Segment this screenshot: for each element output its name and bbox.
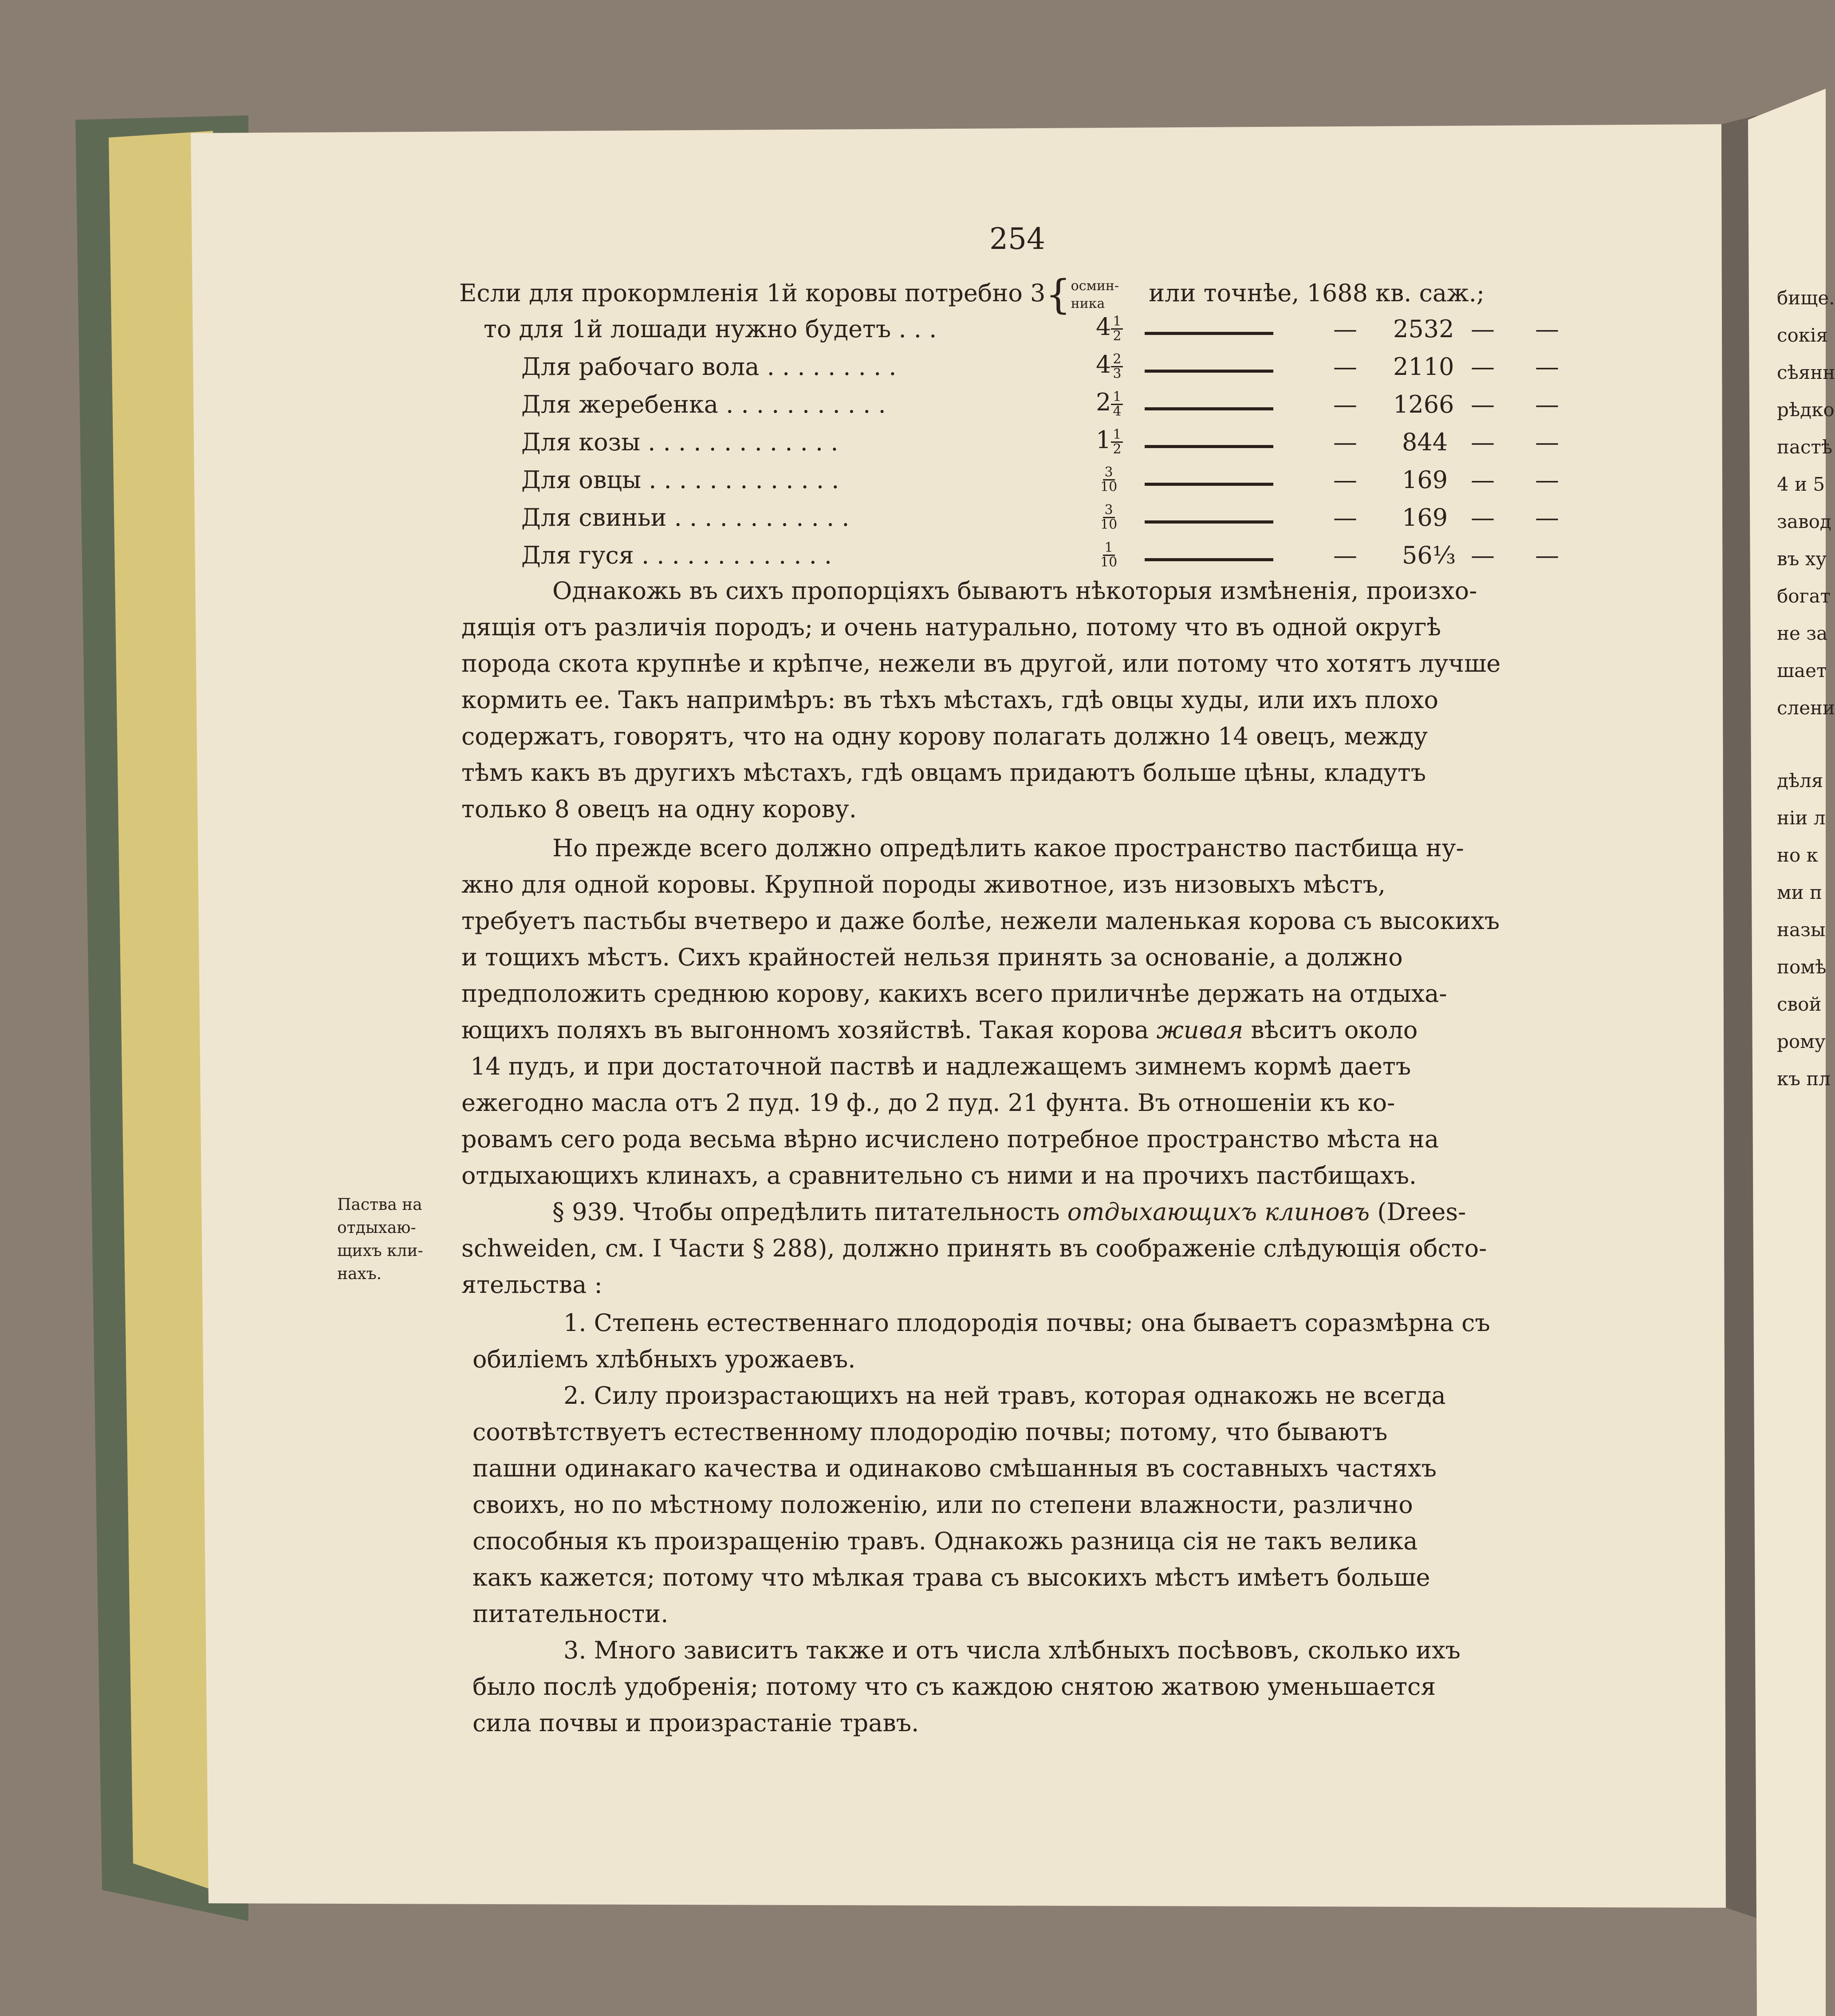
fragment-line: рѣдко bbox=[1777, 399, 1835, 421]
fraction-numerator: 3 bbox=[1103, 504, 1115, 518]
fraction-numerator: 1 bbox=[1103, 541, 1115, 556]
body-line: какъ кажется; потому что мѣлкая трава съ высокихъ мѣстъ имѣетъ больше bbox=[473, 1563, 1430, 1591]
fragment-line: завод bbox=[1777, 511, 1831, 532]
fragment-line: назы bbox=[1777, 919, 1826, 941]
ditto-mark: — bbox=[1471, 466, 1495, 494]
fraction-denominator: 10 bbox=[1100, 516, 1118, 532]
italic-resting-fields: отдыхающихъ клиновъ bbox=[1067, 1198, 1370, 1226]
fraction-numerator: 1 bbox=[1111, 390, 1123, 405]
fragment-line: не за bbox=[1777, 622, 1828, 644]
ditto-mark: — bbox=[1471, 428, 1495, 456]
fraction-denominator: 2 bbox=[1113, 328, 1122, 344]
body-line: schweiden, см. I Части § 288), должно принять въ соображеніе слѣдующія обсто- bbox=[461, 1234, 1487, 1262]
body-line: способныя къ произращенію травъ. Однакожь разница сія не такъ велика bbox=[473, 1527, 1418, 1555]
header-amount: 3 bbox=[1030, 279, 1046, 307]
body-line: предположить среднюю корову, какихъ всего приличнѣе держать на отдыха- bbox=[461, 980, 1447, 1008]
amount-whole: 1 bbox=[1096, 426, 1111, 454]
fragment-line: сѣянн bbox=[1777, 362, 1835, 383]
fragment-line: ми п bbox=[1777, 882, 1823, 903]
amount-fraction bbox=[1111, 428, 1123, 456]
fragment-line: къ пл bbox=[1777, 1068, 1831, 1090]
ditto-mark: — bbox=[1471, 353, 1495, 381]
fragment-line: пастѣ bbox=[1777, 436, 1833, 458]
body-line bbox=[552, 1198, 1466, 1226]
fragment-line: шает bbox=[1777, 660, 1827, 681]
ditto-mark: — bbox=[1333, 315, 1357, 343]
header-unit bbox=[1071, 277, 1119, 313]
body-line-part: § 939. Чтобы опредѣлить питательность bbox=[552, 1198, 1060, 1226]
ditto-mark: — bbox=[1333, 428, 1357, 456]
body-line: и тощихъ мѣстъ. Сихъ крайностей нельзя принять за основаніе, а должно bbox=[461, 943, 1403, 971]
body-line: 2. Силу произрастающихъ на ней травъ, которая однакожь не всегда bbox=[563, 1382, 1446, 1410]
feed-row-value: 2532 bbox=[1393, 315, 1454, 343]
feed-row-label: Для овцы . . . . . . . . . . . . . bbox=[521, 466, 839, 494]
body-line: требуетъ пастьбы вчетверо и даже болѣе, нежели маленькая корова съ высокихъ bbox=[461, 907, 1500, 935]
body-line: тѣмъ какъ въ другихъ мѣстахъ, гдѣ овцамъ придаютъ больше цѣны, кладутъ bbox=[461, 759, 1426, 787]
ditto-mark: — bbox=[1333, 390, 1357, 418]
body-line-part: (Drees- bbox=[1377, 1198, 1466, 1226]
feed-row-label: Для козы . . . . . . . . . . . . . bbox=[521, 428, 839, 456]
body-line: 14 пудъ, и при достаточной паствѣ и надлежащемъ зимнемъ кормѣ даетъ bbox=[470, 1052, 1411, 1080]
amount-whole: 2 bbox=[1096, 388, 1111, 416]
body-line: Однакожь въ сихъ пропорціяхъ бываютъ нѣкоторыя измѣненія, произхо- bbox=[552, 577, 1477, 605]
body-line: ятельства : bbox=[461, 1271, 602, 1299]
fragment-line: бище. bbox=[1777, 287, 1835, 309]
fragment-line: 4 и 5 bbox=[1777, 473, 1825, 495]
body-line: содержатъ, говорятъ, что на одну корову полагать должно 14 овецъ, между bbox=[461, 722, 1428, 750]
ditto-mark: — bbox=[1471, 390, 1495, 418]
ditto-mark: — bbox=[1535, 428, 1559, 456]
feed-row-value: 169 bbox=[1402, 504, 1448, 532]
fraction-denominator: 10 bbox=[1100, 554, 1118, 570]
italic-alive: живая bbox=[1156, 1016, 1244, 1044]
body-line: ежегодно масла отъ 2 пуд. 19 ф., до 2 пуд. 21 фунта. Въ отношеніи къ ко- bbox=[461, 1089, 1395, 1117]
side-note-line: щихъ кли- bbox=[337, 1242, 423, 1260]
fraction-numerator: 1 bbox=[1111, 428, 1123, 443]
amount-fraction bbox=[1111, 353, 1123, 381]
feed-row-label: Для рабочаго вола . . . . . . . . . bbox=[521, 353, 897, 381]
fraction-denominator: 2 bbox=[1113, 441, 1122, 457]
feed-row-value: 2110 bbox=[1393, 353, 1454, 381]
ditto-mark: — bbox=[1333, 353, 1357, 381]
fraction-denominator: 4 bbox=[1113, 403, 1122, 419]
ditto-mark: — bbox=[1333, 504, 1357, 532]
ditto-mark: — bbox=[1535, 541, 1559, 569]
feed-row-label: Для свиньи . . . . . . . . . . . . bbox=[521, 504, 850, 532]
fragment-line: свой bbox=[1777, 993, 1822, 1015]
body-line: своихъ, но по мѣстному положенію, или по степени влажности, различно bbox=[473, 1491, 1413, 1519]
feed-row-value: 56⅓ bbox=[1402, 541, 1456, 569]
amount-whole: 4 bbox=[1096, 350, 1111, 378]
side-note-line: отдыхаю- bbox=[337, 1219, 416, 1237]
feed-row-amount bbox=[1100, 501, 1117, 532]
body-line: сила почвы и произрастаніе травъ. bbox=[473, 1709, 919, 1737]
page-number: 254 bbox=[989, 222, 1045, 256]
body-line: было послѣ удобренія; потому что съ каждою снятою жатвою уменьшается bbox=[473, 1673, 1436, 1701]
body-line: дящія отъ различія породъ; и очень натурально, потому что въ одной округѣ bbox=[461, 613, 1441, 641]
ditto-rule bbox=[1145, 445, 1273, 448]
ditto-mark: — bbox=[1333, 541, 1357, 569]
fragment-line: рому bbox=[1777, 1031, 1826, 1052]
feed-table-header bbox=[459, 272, 1485, 318]
ditto-rule bbox=[1145, 332, 1273, 335]
feed-row-value: 1266 bbox=[1393, 390, 1454, 418]
header-prefix: Если для прокормленія 1й коровы потребно bbox=[459, 279, 1023, 307]
amount-whole: 4 bbox=[1096, 313, 1111, 341]
body-line: только 8 овецъ на одну корову. bbox=[461, 795, 857, 823]
body-line: обиліемъ хлѣбныхъ урожаевъ. bbox=[473, 1345, 856, 1373]
header-unit-bottom: ника bbox=[1071, 296, 1105, 311]
fraction-numerator: 1 bbox=[1111, 315, 1123, 330]
ditto-mark: — bbox=[1471, 541, 1495, 569]
fraction-numerator: 2 bbox=[1111, 353, 1123, 367]
amount-fraction bbox=[1111, 390, 1123, 418]
body-line: ровамъ сего рода весьма вѣрно исчислено потребное пространство мѣста на bbox=[461, 1125, 1439, 1153]
feed-row-value: 844 bbox=[1402, 428, 1448, 456]
fragment-line: богат bbox=[1777, 585, 1831, 607]
feed-row-amount bbox=[1096, 350, 1123, 381]
body-line: 3. Много зависитъ также и отъ числа хлѣбныхъ посѣвовъ, сколько ихъ bbox=[563, 1636, 1461, 1664]
ditto-mark: — bbox=[1535, 390, 1559, 418]
fragment-line: но к bbox=[1777, 844, 1818, 866]
body-line-part: ющихъ поляхъ въ выгонномъ хозяйствѣ. Такая корова bbox=[461, 1016, 1149, 1044]
ditto-rule bbox=[1145, 520, 1273, 524]
fragment-line: въ ху bbox=[1777, 548, 1827, 570]
feed-row-label: Для гуся . . . . . . . . . . . . . bbox=[521, 541, 832, 569]
ditto-mark: — bbox=[1333, 466, 1357, 494]
fraction-numerator: 3 bbox=[1103, 466, 1115, 480]
body-line: 1. Степень естественнаго плодородія почвы; она бываетъ соразмѣрна съ bbox=[563, 1309, 1490, 1337]
ditto-rule bbox=[1145, 483, 1273, 486]
feed-row-label: то для 1й лошади нужно будетъ . . . bbox=[484, 315, 937, 343]
fragment-line: дѣля bbox=[1777, 770, 1823, 791]
brace-symbol: { bbox=[1045, 272, 1071, 318]
margin-side-note bbox=[337, 1193, 423, 1286]
ditto-mark: — bbox=[1471, 504, 1495, 532]
side-note-line: Паства на bbox=[337, 1196, 422, 1214]
ditto-mark: — bbox=[1471, 315, 1495, 343]
feed-row-amount bbox=[1096, 313, 1123, 343]
fragment-line: слени bbox=[1777, 697, 1835, 719]
ditto-mark: — bbox=[1535, 466, 1559, 494]
body-line bbox=[461, 1016, 1418, 1044]
fraction-denominator: 10 bbox=[1100, 479, 1118, 495]
ditto-rule bbox=[1145, 407, 1273, 410]
ditto-rule bbox=[1145, 370, 1273, 373]
body-line: соотвѣтствуетъ естественному плодородію почвы; потому, что бываютъ bbox=[473, 1418, 1388, 1446]
fragment-line: ніи л bbox=[1777, 807, 1826, 829]
feed-row-label: Для жеребенка . . . . . . . . . . . bbox=[521, 390, 886, 418]
feed-row-amount bbox=[1096, 426, 1123, 456]
body-line: пашни одинакаго качества и одинаково смѣшанныя въ составныхъ частяхъ bbox=[473, 1454, 1437, 1482]
amount-fraction bbox=[1100, 504, 1117, 532]
body-line: питательности. bbox=[473, 1600, 669, 1628]
feed-row-value: 169 bbox=[1402, 466, 1448, 494]
right-page-fragments bbox=[1777, 280, 1835, 1098]
feed-row-amount bbox=[1100, 539, 1117, 569]
fragment-line: помѣ bbox=[1777, 956, 1827, 978]
feed-row-amount bbox=[1100, 464, 1117, 494]
ditto-mark: — bbox=[1535, 504, 1559, 532]
amount-fraction bbox=[1111, 315, 1123, 343]
body-line-part: вѣситъ около bbox=[1251, 1016, 1418, 1044]
body-line: отдыхающихъ клинахъ, а сравнительно съ ними и на прочихъ пастбищахъ. bbox=[461, 1162, 1417, 1189]
fraction-denominator: 3 bbox=[1113, 366, 1122, 382]
fragment-line: сокія bbox=[1777, 324, 1828, 346]
body-line: кормить ее. Такъ напримѣръ: въ тѣхъ мѣстахъ, гдѣ овцы худы, или ихъ плохо bbox=[461, 686, 1438, 714]
body-line: Но прежде всего должно опредѣлить какое пространство пастбища ну- bbox=[552, 834, 1464, 862]
ditto-mark: — bbox=[1535, 353, 1559, 381]
side-note-line: нахъ. bbox=[337, 1265, 382, 1283]
header-unit-top: осмин- bbox=[1071, 278, 1119, 294]
ditto-rule bbox=[1145, 558, 1273, 561]
body-line: жно для одной коровы. Крупной породы животное, изъ низовыхъ мѣстъ, bbox=[461, 870, 1386, 898]
header-suffix: или точнѣе, 1688 кв. саж.; bbox=[1149, 279, 1485, 307]
amount-fraction bbox=[1100, 466, 1117, 494]
feed-row-amount bbox=[1096, 388, 1123, 418]
amount-fraction bbox=[1100, 541, 1117, 569]
ditto-mark: — bbox=[1535, 315, 1559, 343]
body-line: порода скота крупнѣе и крѣпче, нежели въ другой, или потому что хотятъ лучше bbox=[461, 650, 1501, 677]
